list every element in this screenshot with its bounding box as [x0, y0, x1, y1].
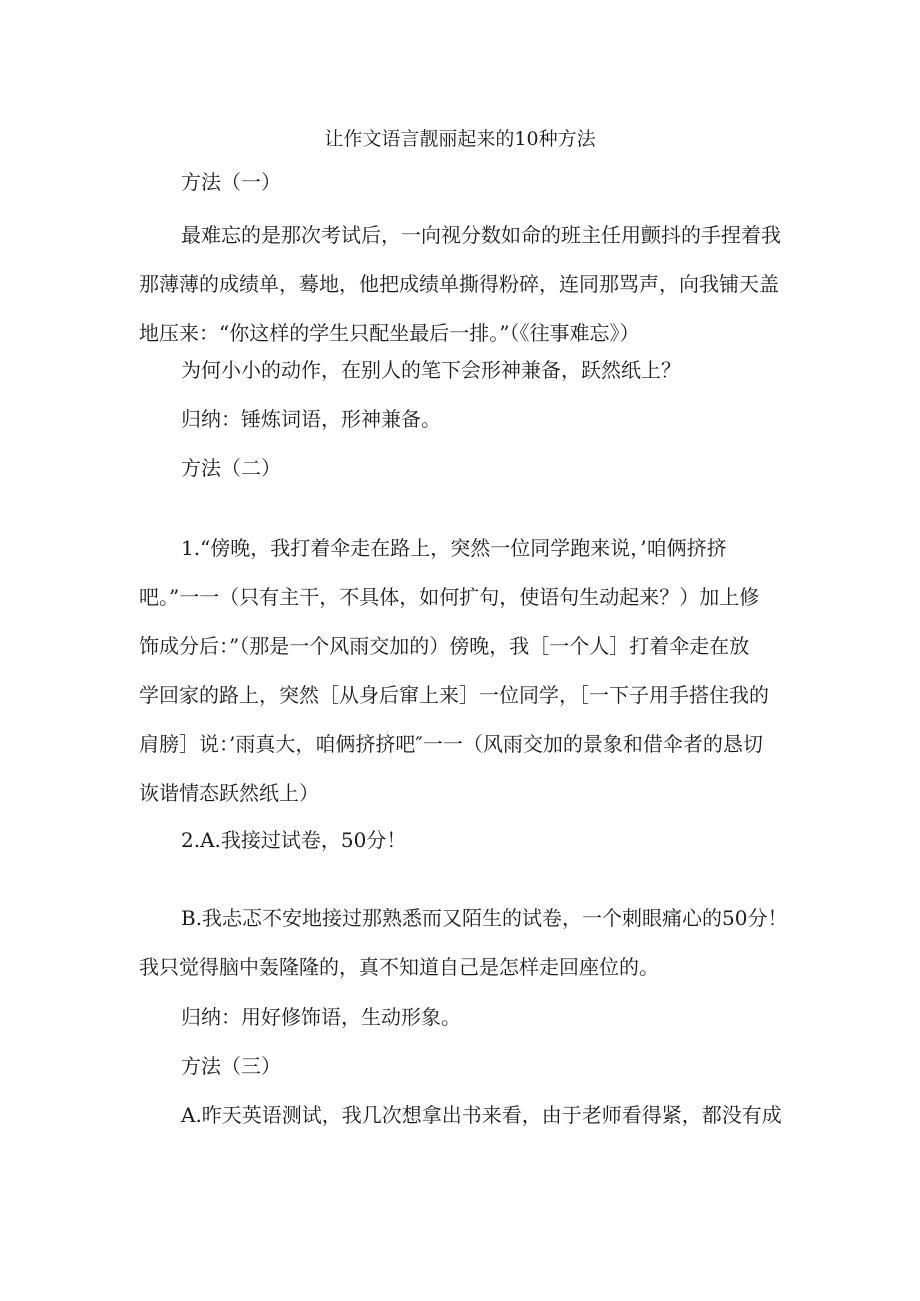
method2-example2b: [139, 894, 799, 992]
method3-example-a: A.昨天英语测试，我几次想拿出书来看，由于老师看得紧，都没有成: [181, 1103, 782, 1127]
method2-example2b-line: 我只觉得脑中轰隆隆的，真不知道自己是怎样走回座位的。: [139, 955, 659, 979]
method3-heading: 方法（三）: [181, 1054, 281, 1078]
method2-example1-line: 饰成分后：”（那是一个风雨交加的）傍晚，我［一个人］打着伞走在放: [139, 634, 750, 658]
method1-example: [139, 211, 799, 358]
method1-summary: 归纳：锤炼词语，形神兼备。: [181, 407, 441, 431]
method2-heading: 方法（二）: [181, 456, 281, 480]
document-title: 让作文语言靓丽起来的10种方法: [324, 128, 596, 150]
method2-example1-line: 肩膀］说：’雨真大，咱俩挤挤吧″一一（风雨交加的景象和借伞者的恳切: [139, 732, 763, 756]
method2-example1-line: 诙谐情态跃然纸上）: [139, 781, 319, 805]
method2-example1: [139, 524, 799, 818]
method2-summary: 归纳：用好修饰语，生动形象。: [181, 1005, 461, 1029]
method2-example2b-line: B.我忐忑不安地接过那熟悉而又陌生的试卷，一个刺眼痛心的50分！: [181, 906, 788, 930]
method2-example1-line: 学回家的路上，突然［从身后窜上来］一位同学，［一下子用手搭住我的: [139, 683, 769, 707]
method2-example2a: 2.A.我接过试卷，50分！: [181, 828, 407, 852]
method1-heading: 方法（一）: [181, 170, 281, 194]
method1-question: 为何小小的动作，在别人的笔下会形神兼备，跃然纸上？: [181, 358, 681, 382]
method1-example-line: 地压来：“你这样的学生只配坐最后一排。”（《往事难忘》）: [139, 321, 640, 345]
method2-example1-line: 吧。”一一（只有主干，不具体，如何扩句，使语句生动起来？）加上修: [139, 585, 760, 609]
method2-example1-line: 1.“傍晚，我打着伞走在路上，突然一位同学跑来说，’咱俩挤挤: [181, 536, 727, 560]
method1-example-line: 那薄薄的成绩单，蓦地，他把成绩单撕得粉碎，连同那骂声，向我铺天盖: [139, 272, 779, 296]
method1-example-line: 最难忘的是那次考试后，一向视分数如命的班主任用颤抖的手捏着我: [181, 223, 781, 247]
